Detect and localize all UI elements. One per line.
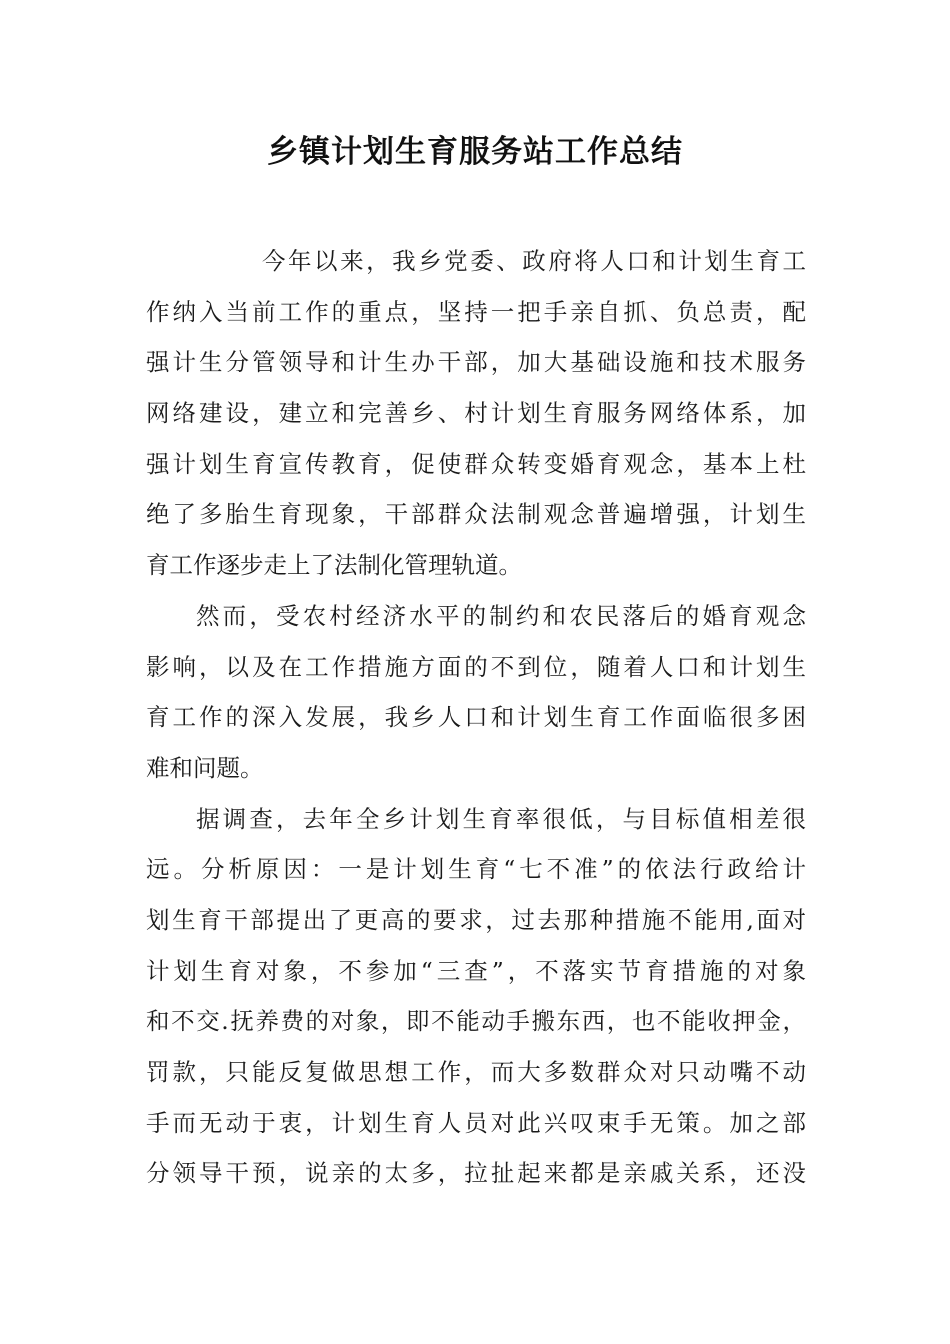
paragraph-line: 难和问题。 xyxy=(146,753,264,782)
paragraph-line: 据调查，去年全乡计划生育率很低，与目标值相差很 xyxy=(196,804,806,833)
paragraph-line: 远。分析原因：一是计划生育“七不准”的依法行政给计 xyxy=(146,855,806,884)
paragraph-line: 作纳入当前工作的重点，坚持一把手亲自抓、负总责，配 xyxy=(146,297,806,326)
paragraph-line: 育工作的深入发展，我乡人口和计划生育工作面临很多困 xyxy=(146,703,806,732)
paragraph-line: 划生育干部提出了更高的要求，过去那种措施不能用,面对 xyxy=(146,905,806,934)
paragraph-line: 育工作逐步走上了法制化管理轨道。 xyxy=(146,551,522,580)
document-title: 乡镇计划生育服务站工作总结 xyxy=(267,134,683,170)
paragraph-line: 和不交.抚养费的对象，即不能动手搬东西，也不能收押金， xyxy=(146,1007,806,1036)
paragraph-line: 然而，受农村经济水平的制约和农民落后的婚育观念 xyxy=(196,601,806,630)
paragraph-line: 分领导干预，说亲的太多，拉扯起来都是亲戚关系，还没 xyxy=(146,1159,806,1188)
paragraph-3 xyxy=(146,794,806,1200)
paragraph-line: 影响，以及在工作措施方面的不到位，随着人口和计划生 xyxy=(146,652,806,681)
paragraph-line: 强计划生育宣传教育，促使群众转变婚育观念，基本上杜 xyxy=(146,449,806,478)
paragraph-line: 计划生育对象，不参加“三查”，不落实节育措施的对象 xyxy=(146,956,806,985)
paragraph-line: 罚款，只能反复做思想工作，而大多数群众对只动嘴不动 xyxy=(146,1058,806,1086)
paragraph-line: 今年以来，我乡党委、政府将人口和计划生育工 xyxy=(262,247,806,275)
paragraph-line: 强计生分管领导和计生办干部，加大基础设施和技术服务 xyxy=(146,348,806,377)
paragraph-line: 网络建设，建立和完善乡、村计划生育服务网络体系，加 xyxy=(146,399,806,428)
paragraph-1 xyxy=(146,236,806,591)
document-body xyxy=(146,236,806,1199)
paragraph-2 xyxy=(146,591,806,794)
paragraph-line: 手而无动于衷，计划生育人员对此兴叹束手无策。加之部 xyxy=(146,1108,806,1137)
paragraph-line: 绝了多胎生育现象，干部群众法制观念普遍增强，计划生 xyxy=(146,500,806,529)
